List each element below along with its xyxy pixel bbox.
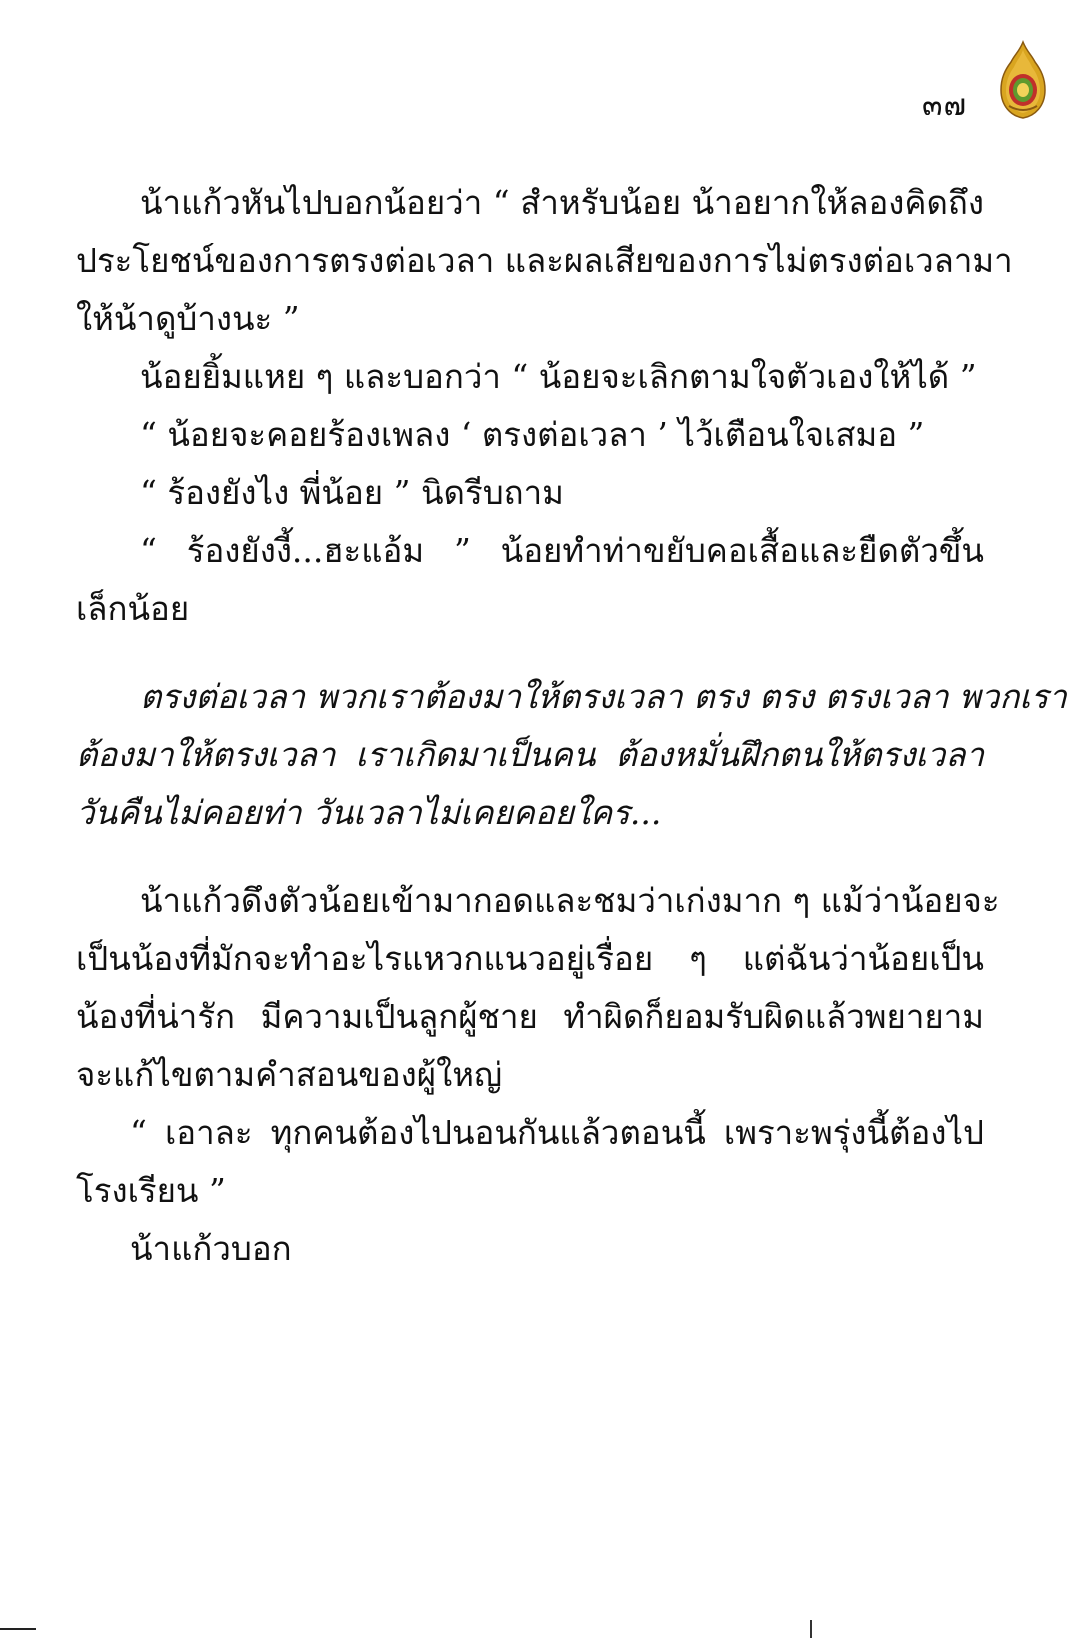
spacer <box>76 842 984 872</box>
scan-edge-mark <box>0 1628 36 1630</box>
song-line-2: ต้องมาให้ตรงเวลา เราเกิดมาเป็นคน ต้องหมั่นฝึกตนให้ตรงเวลา <box>76 735 984 774</box>
paragraph-5-line-1: “ ร้องยังงี้...ฮะแอ้ม ” น้อยทำท่าขยับคอเสื้อและยืดตัวขึ้น <box>140 531 984 570</box>
school-emblem-icon <box>995 40 1051 120</box>
paragraph-6-line-2: เป็นน้องที่มักจะทำอะไรแหวกแนวอยู่เรื่อย ๆ แต่ฉันว่าน้อยเป็น <box>76 939 984 978</box>
paragraph-4: “ ร้องยังไง พี่น้อย ” นิดรีบถาม <box>140 473 564 512</box>
paragraph-1-line-3: ให้น้าดูบ้างนะ ” <box>76 299 300 338</box>
paragraph-6-line-3: น้องที่น่ารัก มีความเป็นลูกผู้ชาย ทำผิดก็ยอมรับผิดแล้วพยายาม <box>76 997 984 1036</box>
paragraph-6-line-4: จะแก้ไขตามคำสอนของผู้ใหญ่ <box>76 1055 503 1094</box>
paragraph-6-line-1: น้าแก้วดึงตัวน้อยเข้ามากอดและชมว่าเก่งมาก ๆ แม้ว่าน้อยจะ <box>140 881 1000 920</box>
paragraph-1-line-2: ประโยชน์ของการตรงต่อเวลา และผลเสียของการไม่ตรงต่อเวลามา <box>76 241 1013 280</box>
spacer <box>76 638 984 668</box>
paragraph-7-line-1: “ เอาละ ทุกคนต้องไปนอนกันแล้วตอนนี้ เพราะพรุ่งนี้ต้องไป <box>130 1113 984 1152</box>
paragraph-2: น้อยยิ้มแหย ๆ และบอกว่า “ น้อยจะเลิกตามใจตัวเองให้ได้ ” <box>140 357 977 396</box>
story-text <box>76 174 1067 1278</box>
paragraph-3: “ น้อยจะคอยร้องเพลง ‘ ตรงต่อเวลา ’ ไว้เตือนใจเสมอ ” <box>140 415 925 454</box>
paragraph-8: น้าแก้วบอก <box>130 1229 292 1268</box>
page-number: ๓๗ <box>922 88 968 123</box>
paragraph-1-line-1: น้าแก้วหันไปบอกน้อยว่า “ สำหรับน้อย น้าอยากให้ลองคิดถึง <box>140 183 984 222</box>
song-line-3: วันคืนไม่คอยท่า วันเวลาไม่เคยคอยใคร... <box>76 793 662 832</box>
paragraph-5-line-2: เล็กน้อย <box>76 589 190 628</box>
paragraph-7-line-2: โรงเรียน ” <box>76 1171 226 1210</box>
song-line-1: ตรงต่อเวลา พวกเราต้องมาให้ตรงเวลา ตรง ตรง ตรงเวลา พวกเรา <box>140 677 1067 716</box>
scan-edge-mark <box>810 1620 812 1638</box>
